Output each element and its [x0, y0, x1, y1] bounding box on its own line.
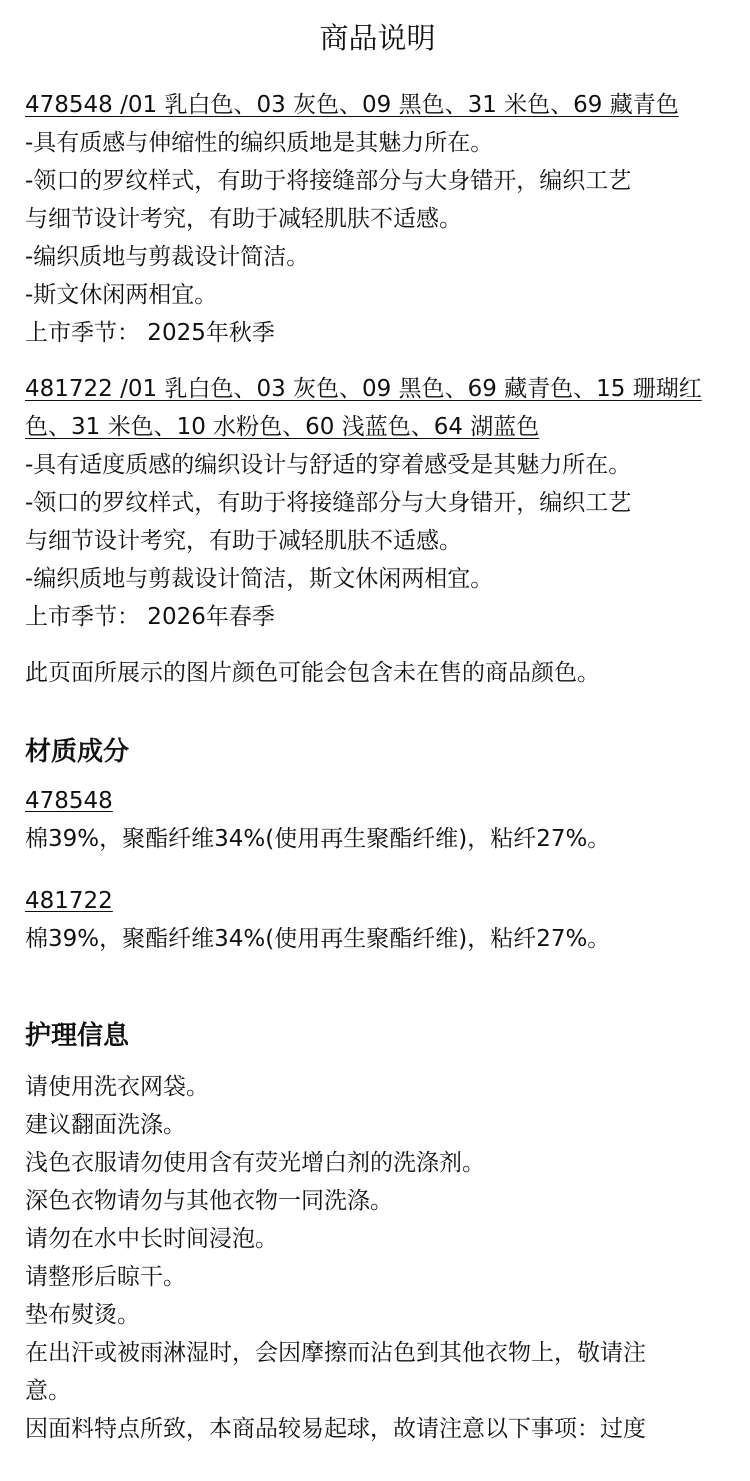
care-section-title: 护理信息	[25, 1021, 130, 1051]
material-product-code[interactable]: 481722	[25, 888, 113, 914]
product-block-481722	[25, 370, 730, 636]
care-line: 因面料特点所致，本商品较易起球，故请注意以下事项：过度	[25, 1416, 646, 1442]
page-title: 商品说明	[319, 21, 436, 55]
material-product-code[interactable]: 478548	[25, 788, 113, 814]
product-color-header[interactable]: 色、31 米色、10 水粉色、60 浅蓝色、64 湖蓝色	[25, 414, 540, 440]
care-instructions	[25, 1068, 730, 1448]
material-item	[25, 882, 730, 958]
release-season: 上市季节： 2025年秋季	[25, 320, 275, 346]
care-line: 请勿在水中长时间浸泡。	[25, 1226, 278, 1252]
care-line: 请整形后晾干。	[25, 1264, 186, 1290]
feature-line: 与细节设计考究，有助于减轻肌肤不适感。	[25, 528, 462, 554]
care-line: 请使用洗衣网袋。	[25, 1074, 209, 1100]
product-description-page	[25, 18, 730, 1448]
care-line: 深色衣物请勿与其他衣物一同洗涤。	[25, 1188, 393, 1214]
material-item	[25, 782, 730, 858]
feature-line: -斯文休闲两相宜。	[25, 282, 218, 308]
color-notice: 此页面所展示的图片颜色可能会包含未在售的商品颜色。	[25, 660, 600, 686]
feature-line: -编织质地与剪裁设计简洁，斯文休闲两相宜。	[25, 566, 494, 592]
care-line: 建议翻面洗涤。	[25, 1112, 186, 1138]
care-line: 意。	[25, 1378, 71, 1404]
material-composition: 棉39%，聚酯纤维34%(使用再生聚酯纤维)，粘纤27%。	[25, 926, 611, 952]
product-block-478548	[25, 86, 730, 352]
care-line: 垫布熨烫。	[25, 1302, 140, 1328]
product-color-header[interactable]: 481722 /01 乳白色、03 灰色、09 黑色、69 藏青色、15 珊瑚红	[25, 376, 702, 402]
material-composition: 棉39%，聚酯纤维34%(使用再生聚酯纤维)，粘纤27%。	[25, 826, 611, 852]
feature-line: -领口的罗纹样式，有助于将接缝部分与大身错开，编织工艺	[25, 490, 632, 516]
feature-line: -编织质地与剪裁设计简洁。	[25, 244, 310, 270]
product-color-header[interactable]: 478548 /01 乳白色、03 灰色、09 黑色、31 米色、69 藏青色	[25, 92, 679, 118]
care-line: 浅色衣服请勿使用含有荧光增白剂的洗涤剂。	[25, 1150, 485, 1176]
feature-line: 与细节设计考究，有助于减轻肌肤不适感。	[25, 206, 462, 232]
material-section-title: 材质成分	[25, 737, 130, 767]
release-season: 上市季节： 2026年春季	[25, 604, 275, 630]
feature-line: -领口的罗纹样式，有助于将接缝部分与大身错开，编织工艺	[25, 168, 632, 194]
feature-line: -具有质感与伸缩性的编织质地是其魅力所在。	[25, 130, 494, 156]
feature-line: -具有适度质感的编织设计与舒适的穿着感受是其魅力所在。	[25, 452, 632, 478]
care-line: 在出汗或被雨淋湿时，会因摩擦而沾色到其他衣物上，敬请注	[25, 1340, 646, 1366]
